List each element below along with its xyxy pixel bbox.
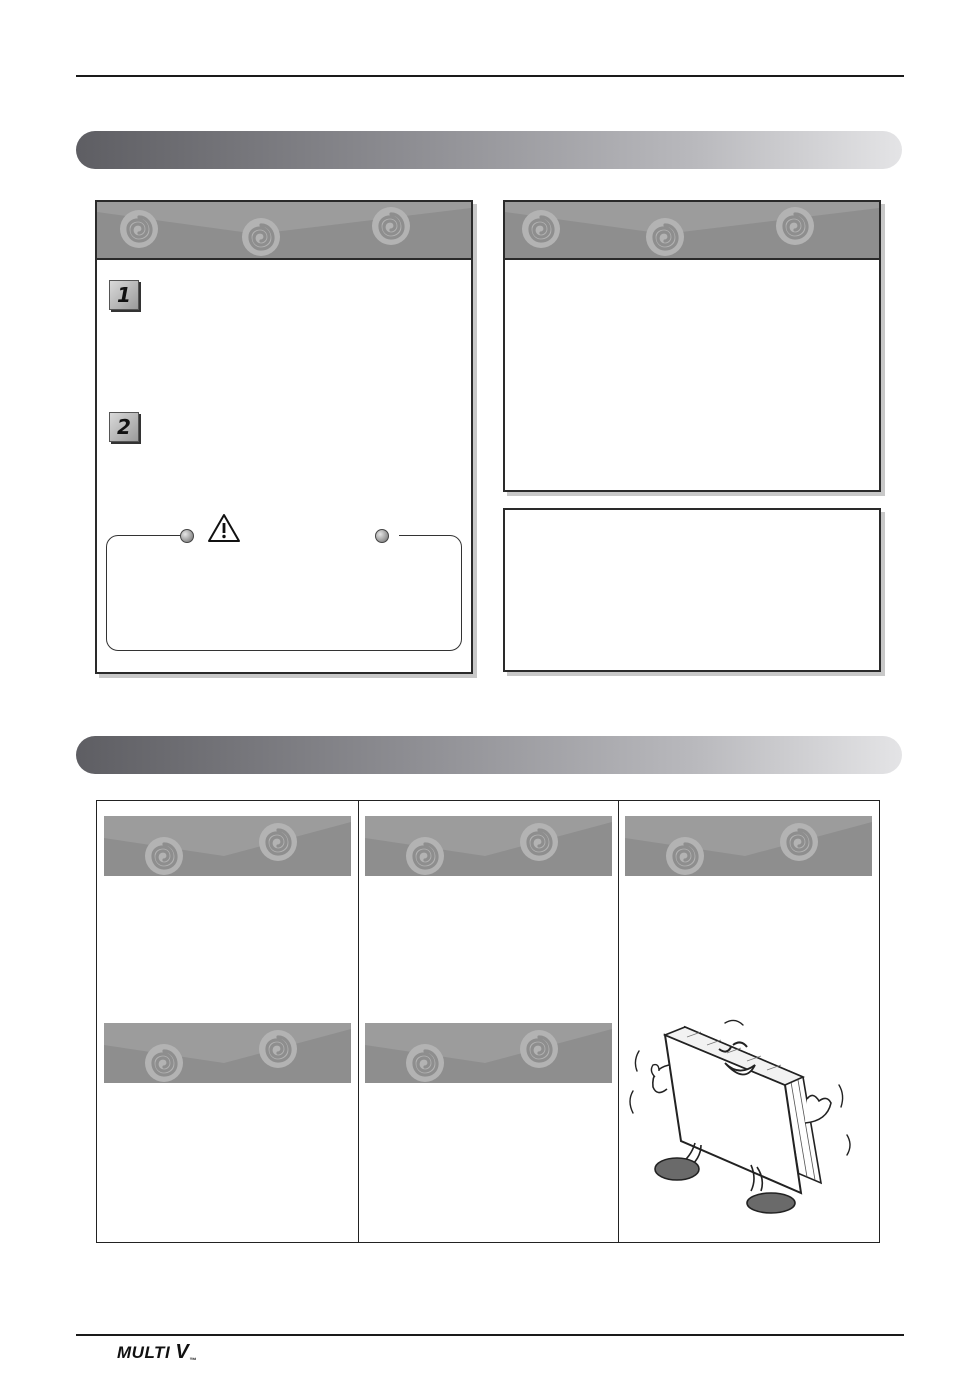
multi-v-logo (117, 1341, 197, 1364)
procedure-panel (95, 200, 473, 674)
col2-header-2 (365, 1023, 612, 1083)
logo-text: MULTI (117, 1343, 171, 1362)
swirl-pattern (365, 1023, 612, 1083)
column-divider-1 (358, 801, 359, 1242)
swirl-pattern (625, 816, 872, 876)
step-2-badge: 2 (109, 412, 139, 442)
note-panel (503, 508, 881, 672)
three-column-table (96, 800, 880, 1243)
top-rule (76, 75, 904, 77)
info-panel-header (505, 202, 879, 260)
caution-dot-right (375, 529, 389, 543)
swirl-pattern (365, 816, 612, 876)
col1-header-2 (104, 1023, 351, 1083)
logo-v: V (175, 1341, 190, 1363)
col2-header-1 (365, 816, 612, 876)
info-panel (503, 200, 881, 492)
column-divider-2 (618, 801, 619, 1242)
caution-header (105, 520, 465, 550)
section-title-bar-1 (76, 131, 902, 169)
col3-header-1 (625, 816, 872, 876)
caution-box (106, 535, 462, 651)
caution-dot-left (180, 529, 194, 543)
section-title-bar-2 (76, 736, 902, 774)
air-conditioner-mascot-illustration (625, 1015, 873, 1215)
swirl-pattern (104, 816, 351, 876)
swirl-pattern (104, 1023, 351, 1083)
step-1-badge: 1 (109, 280, 139, 310)
bottom-rule (76, 1334, 904, 1336)
swirl-pattern (97, 202, 471, 258)
col1-header-1 (104, 816, 351, 876)
warning-triangle-icon (206, 512, 242, 544)
logo-tm: ™ (189, 1357, 197, 1365)
procedure-panel-header (97, 202, 471, 260)
swirl-pattern (505, 202, 879, 258)
